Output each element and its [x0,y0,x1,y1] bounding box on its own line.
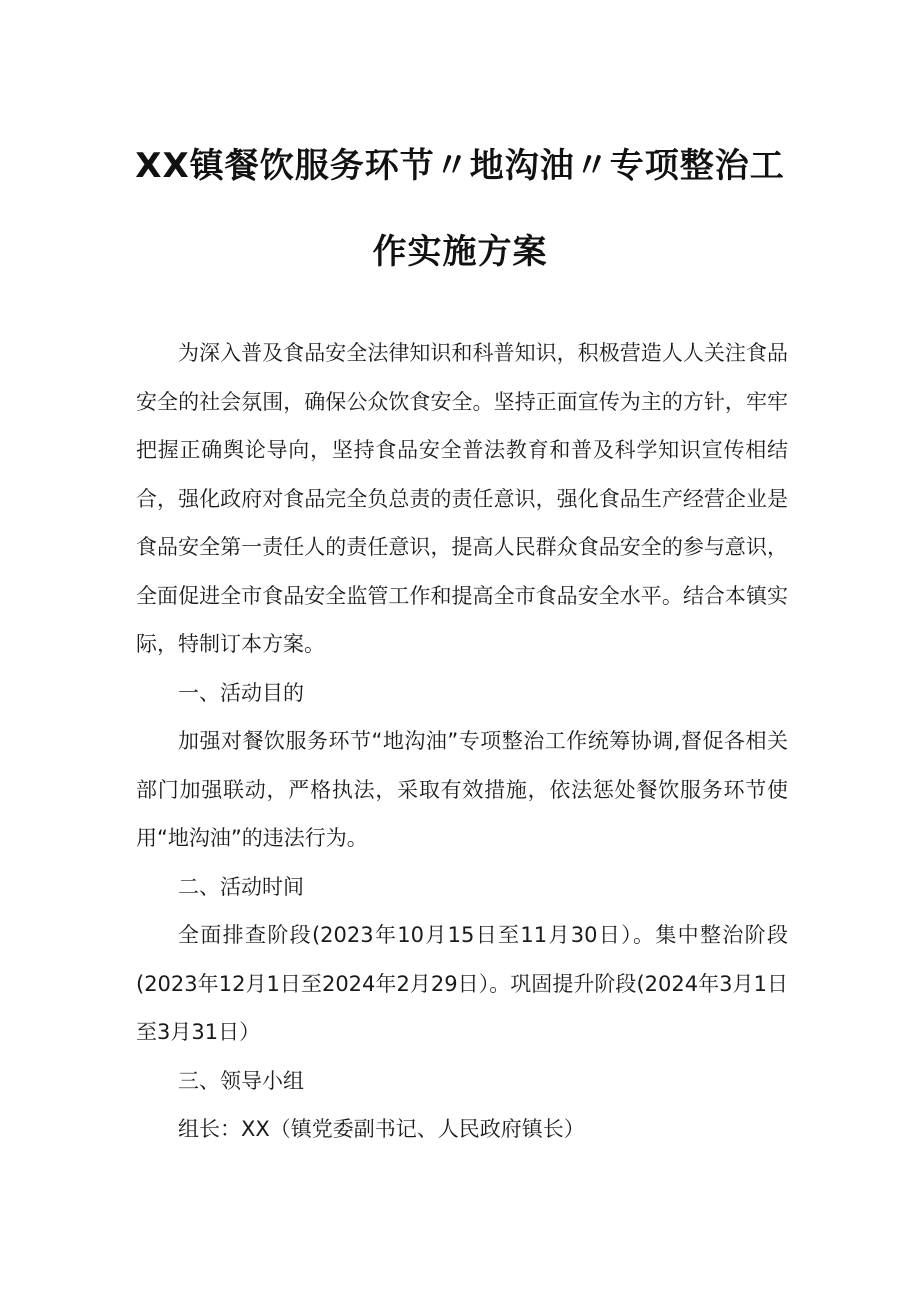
section-heading-purpose: 一、活动目的 [178,680,304,705]
section-body-purpose: 加强对餐饮服务环节“地沟油”专项整治工作统筹协调,督促各相关部门加强联动，严格执法，采取有效措施，依法惩处餐饮服务环节使用“地沟油”的违法行为。 [136,729,788,850]
section-heading-leadership: 三、领导小组 [178,1068,304,1093]
intro-paragraph: 为深入普及食品安全法律知识和科普知识，积极营造人人关注食品安全的社会氛围，确保公众饮食安全。坚持正面宣传为主的方针，牢牢把握正确舆论导向，坚持食品安全普法教育和普及科学知识宣传相结合，强化政府对食品完全负总责的责任意识，强化食品生产经营企业是食品安全第一责任人的责任意识，提高人民群众食品安全的参与意识，全面促进全市食品安全监管工作和提高全市食品安全水平。结合本镇实际，特制订本方案。 [136,341,788,656]
document-body [136,329,788,1154]
section-heading-time: 二、活动时间 [178,874,304,899]
section-body-leadership: 组长：XX（镇党委副书记、人民政府镇长） [178,1117,585,1141]
document-title-line-1: XX镇餐饮服务环节〃地沟油〃专项整治工 [135,146,785,186]
section-body-time: 全面排查阶段(2023年10月15日至11月30日）。集中整治阶段(2023年12月1日至2024年2月29日）。巩固提升阶段(2024年3月1日至3月31日） [136,923,788,1044]
document-title-line-2: 作实施方案 [372,232,548,272]
